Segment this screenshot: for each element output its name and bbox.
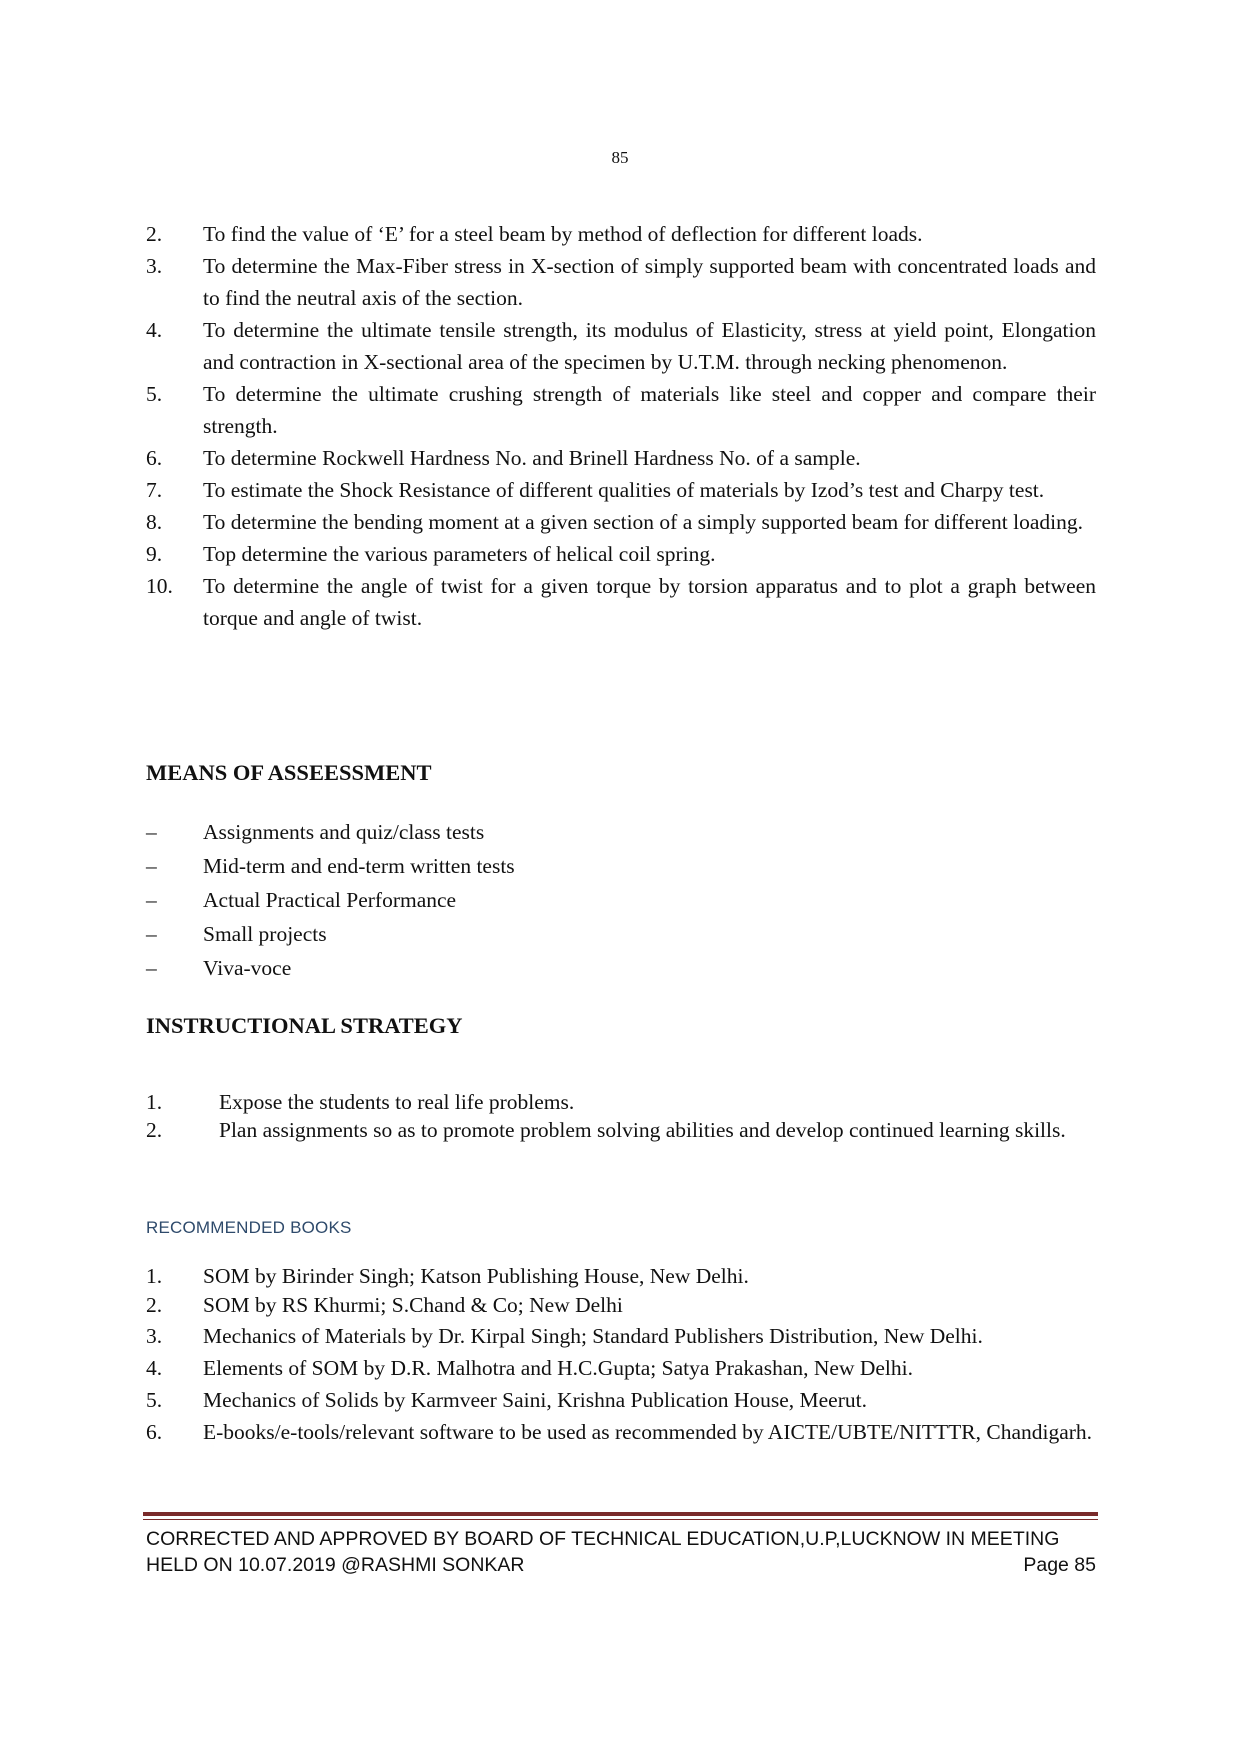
page-number: 85 (611, 148, 629, 167)
item-text: Top determine the various parameters of helical coil spring. (203, 542, 716, 566)
list-item (146, 1416, 1096, 1448)
footer-rule-thin (143, 1519, 1098, 1520)
footer-line-2-row (146, 1552, 1096, 1578)
footer-line-2: HELD ON 10.07.2019 @RASHMI SONKAR (146, 1554, 525, 1576)
assessment-list (146, 815, 1096, 985)
item-number: 2. (146, 1118, 163, 1142)
strategy-heading: INSTRUCTIONAL STRATEGY (146, 1013, 463, 1038)
item-text: To estimate the Shock Resistance of different qualities of materials by Izod’s test and Charpy test. (203, 478, 1045, 502)
item-text: Plan assignments so as to promote problem solving abilities and develop continued learning skills. (219, 1118, 1066, 1142)
footer-rule-thick (143, 1512, 1098, 1516)
item-text: To determine the angle of twist for a given torque by torsion apparatus and to plot a graph between torque and angle of twist. (203, 574, 1096, 630)
dash-bullet: – (146, 956, 157, 980)
list-item (146, 1088, 1096, 1116)
item-number: 4. (146, 1356, 163, 1380)
item-number: 3. (146, 254, 163, 278)
item-text: To determine Rockwell Hardness No. and Brinell Hardness No. of a sample. (203, 446, 861, 470)
item-text: SOM by RS Khurmi; S.Chand & Co; New Delhi (203, 1293, 623, 1317)
strategy-list (146, 1088, 1096, 1144)
list-item (146, 378, 1096, 442)
list-item (146, 218, 1096, 250)
footer-page-label: Page 85 (1023, 1554, 1096, 1576)
list-item (146, 849, 1096, 883)
item-number: 10. (146, 574, 173, 598)
books-heading: RECOMMENDED BOOKS (146, 1218, 352, 1237)
item-text: To determine the bending moment at a given section of a simply supported beam for different loading. (203, 510, 1083, 534)
item-number: 5. (146, 382, 163, 406)
item-number: 3. (146, 1324, 163, 1348)
list-item (146, 1262, 1096, 1291)
dash-bullet: – (146, 922, 157, 946)
list-item (146, 1291, 1096, 1320)
item-number: 2. (146, 222, 163, 246)
item-text: SOM by Birinder Singh; Katson Publishing House, New Delhi. (203, 1264, 749, 1288)
list-item (146, 506, 1096, 538)
item-number: 8. (146, 510, 163, 534)
item-number: 1. (146, 1090, 163, 1114)
footer (146, 1526, 1096, 1578)
item-number: 4. (146, 318, 163, 342)
item-text: Expose the students to real life problems. (219, 1090, 575, 1114)
dash-bullet: – (146, 854, 157, 878)
assessment-heading: MEANS OF ASSEESSMENT (146, 760, 432, 785)
item-number: 1. (146, 1264, 163, 1288)
item-text: Mechanics of Materials by Dr. Kirpal Singh; Standard Publishers Distribution, New Delhi. (203, 1324, 983, 1348)
item-text: Viva-voce (203, 956, 292, 980)
item-number: 6. (146, 1420, 163, 1444)
list-item (146, 951, 1096, 985)
dash-bullet: – (146, 820, 157, 844)
item-text: Mechanics of Solids by Karmveer Saini, Krishna Publication House, Meerut. (203, 1388, 867, 1412)
item-number: 7. (146, 478, 163, 502)
list-item (146, 917, 1096, 951)
item-number: 2. (146, 1293, 163, 1317)
list-item (146, 1116, 1096, 1144)
item-number: 6. (146, 446, 163, 470)
list-item (146, 570, 1096, 634)
item-text: Assignments and quiz/class tests (203, 820, 485, 844)
item-text: Mid-term and end-term written tests (203, 854, 515, 878)
item-text: E-books/e-tools/relevant software to be used as recommended by AICTE/UBTE/NITTTR, Chandigarh. (203, 1420, 1093, 1444)
item-number: 9. (146, 542, 163, 566)
list-item (146, 1352, 1096, 1384)
item-text: To determine the Max-Fiber stress in X-section of simply supported beam with concentrated loads and to find the neutral axis of the section. (203, 254, 1096, 310)
list-item (146, 883, 1096, 917)
list-item (146, 442, 1096, 474)
list-item (146, 250, 1096, 314)
list-item (146, 538, 1096, 570)
footer-line-1: CORRECTED AND APPROVED BY BOARD OF TECHNICAL EDUCATION,U.P,LUCKNOW IN MEETING (146, 1528, 1060, 1550)
books-list (146, 1262, 1096, 1448)
item-text: To find the value of ‘E’ for a steel beam by method of deflection for different loads. (203, 222, 923, 246)
item-text: To determine the ultimate tensile strength, its modulus of Elasticity, stress at yield point, Elongation and contraction in X-sectional area of the specimen by U.T.M. through necking phenomenon. (203, 318, 1096, 374)
experiments-list (146, 218, 1096, 634)
item-text: Small projects (203, 922, 327, 946)
list-item (146, 474, 1096, 506)
list-item (146, 1384, 1096, 1416)
item-text: Elements of SOM by D.R. Malhotra and H.C.Gupta; Satya Prakashan, New Delhi. (203, 1356, 913, 1380)
dash-bullet: – (146, 888, 157, 912)
list-item (146, 815, 1096, 849)
list-item (146, 314, 1096, 378)
item-text: To determine the ultimate crushing strength of materials like steel and copper and compare their strength. (203, 382, 1096, 438)
list-item (146, 1320, 1096, 1352)
item-number: 5. (146, 1388, 163, 1412)
item-text: Actual Practical Performance (203, 888, 457, 912)
